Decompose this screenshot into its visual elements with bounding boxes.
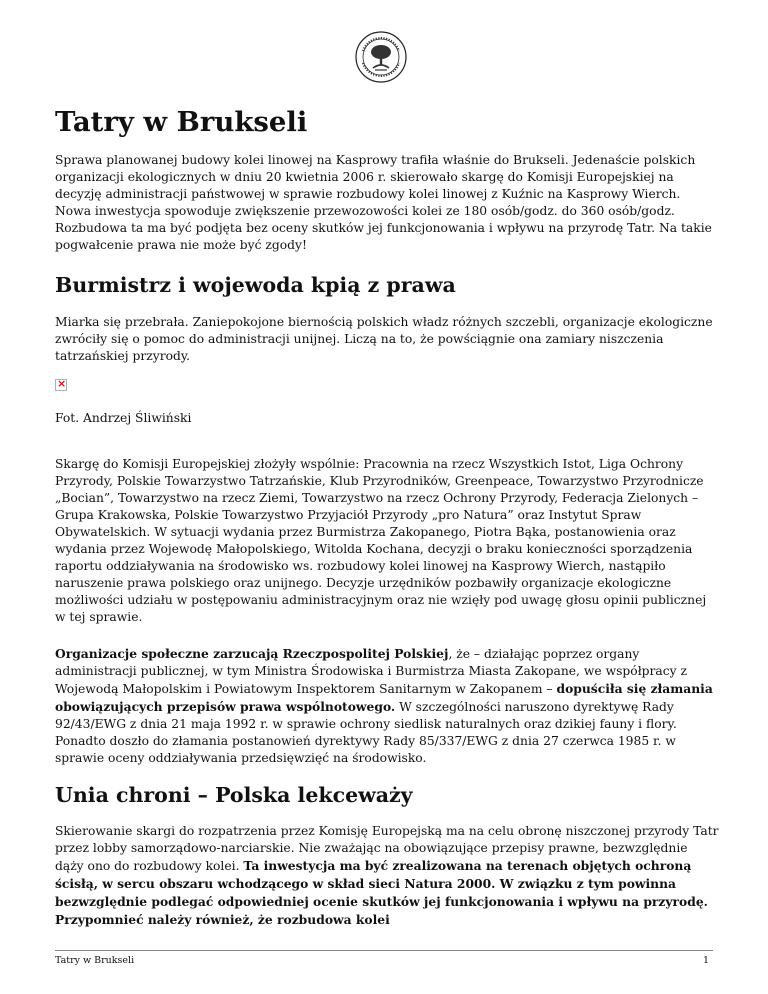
intro-paragraph: Sprawa planowanej budowy kolei linowej na Kasprowy trafiła właśnie do Brukseli. Jedenaście polskich organizacji ekologicznych w dniu 20 kwietnia 2006 r. skierowało skargę do Komisji Europejskiej na decyzję administracji państwowej w sprawie rozbudowy kolei linowej z Kuźnic na Kasprowy Wierch. Nowa inwestycja spowoduje zwiększenie przewozowości kolei ze 180 osób/godz. do 360 osób/godz. Rozbudowa ta ma być podjęta bez oceny skutków jej funkcjonowania i wpływu na przyrodę Tatr. Na takie pogwałcenie prawa nie może być zgody!	[55, 153, 712, 252]
footer-title: Tatry w Brukseli	[55, 955, 135, 966]
bold-span: dopuściła się złamania obowiązujących przepisów prawa wspólnotowego.	[55, 681, 713, 714]
section1-paragraph-3	[55, 645, 720, 767]
section2-paragraph-1	[55, 823, 720, 929]
text-span: , że – działając poprzez organy administracji publicznej, w tym Ministra Środowiska i Burmistrza Miasta Zakopane, we współpracy z Wojewodą Małopolskim i Powiatowym Inspektorem Sanitarnym w Zakopanem –	[55, 647, 687, 696]
page-title: Tatry w Brukseli	[55, 106, 308, 138]
text-span: Skierowanie skargi do rozpatrzenia przez Komisję Europejską ma na celu obronę niszczonej przyrody Tatr przez lobby samorządowo-narciarskie. Nie zważając na obowiązujące przepisy prawne, bezwzględnie dąży ono do rozbudowy kolei.	[55, 824, 719, 873]
organization-logo	[355, 31, 407, 83]
photo-credit: Fot. Andrzej Śliwiński	[55, 411, 192, 425]
section1-paragraph-1: Miarka się przebrała. Zaniepokojone biernością polskich władz różnych szczebli, organizacje ekologiczne zwróciły się o pomoc do administracji unijnej. Liczą na to, że powściągnie ona zamiary niszczenia tatrzańskiej przyrody.	[55, 315, 713, 363]
broken-image-icon: ×	[57, 377, 67, 390]
section1-paragraph-2: Skargę do Komisji Europejskiej złożyły wspólnie: Pracownia na rzecz Wszystkich Istot, Liga Ochrony Przyrody, Polskie Towarzystwo Tatrzańskie, Klub Przyrodników, Greenpeace, Towarzystwo Przyrodnicze „Bocian”, Towarzystwo na rzecz Ziemi, Towarzystwo na rzecz Ochrony Przyrody, Federacja Zielonych – Grupa Krakowska, Polskie Towarzystwo Przyjaciół Przyrody „pro Natura” oraz Instytut Spraw Obywatelskich. W sytuacji wydania przez Burmistrza Zakopanego, Piotra Bąka, postanowienia oraz wydania przez Wojewodę Małopolskiego, Witolda Kochana, decyzji o braku konieczności sporządzenia raportu oddziaływania na środowisko ws. rozbudowy kolei linowej na Kasprowy Wierch, nastąpiło naruszenie prawa polskiego oraz unijnego. Decyzje urzędników pozbawiły organizacje ekologiczne możliwości udziału w postępowaniu administracyjnym oraz nie wzięły pod uwagę głosu opinii publicznej w tej sprawie.	[55, 457, 707, 624]
section-heading-1: Burmistrz i wojewoda kpią z prawa	[55, 273, 456, 297]
footer-divider	[55, 950, 713, 951]
text-span: W szczególności naruszono dyrektywę Rady 92/43/EWG z dnia 21 maja 1992 r. w sprawie ochrony siedlisk naturalnych oraz dzikiej fauny i flory. Ponadto doszło do złamania postanowień dyrektywy Rady 85/337/EWG z dnia 27 czerwca 1985 r. w sprawie oceny oddziaływania przedsięwzięć na środowisko.	[55, 700, 677, 765]
page-number: 1	[703, 955, 710, 966]
bold-span: Ta inwestycja ma być zrealizowana na terenach objętych ochroną ścisłą, w sercu obszaru wchodzącego w skład sieci Natura 2000. W związku z tym powinna bezwzględnie podlegać odpowiedniej ocenie skutków jej funkcjonowania i wpływu na przyrodę. Przypomnieć należy również, że rozbudowa kolei	[55, 858, 708, 927]
section-heading-2: Unia chroni – Polska lekceważy	[55, 783, 413, 807]
bold-span: Organizacje społeczne zarzucają Rzeczpospolitej Polskiej	[55, 646, 449, 661]
